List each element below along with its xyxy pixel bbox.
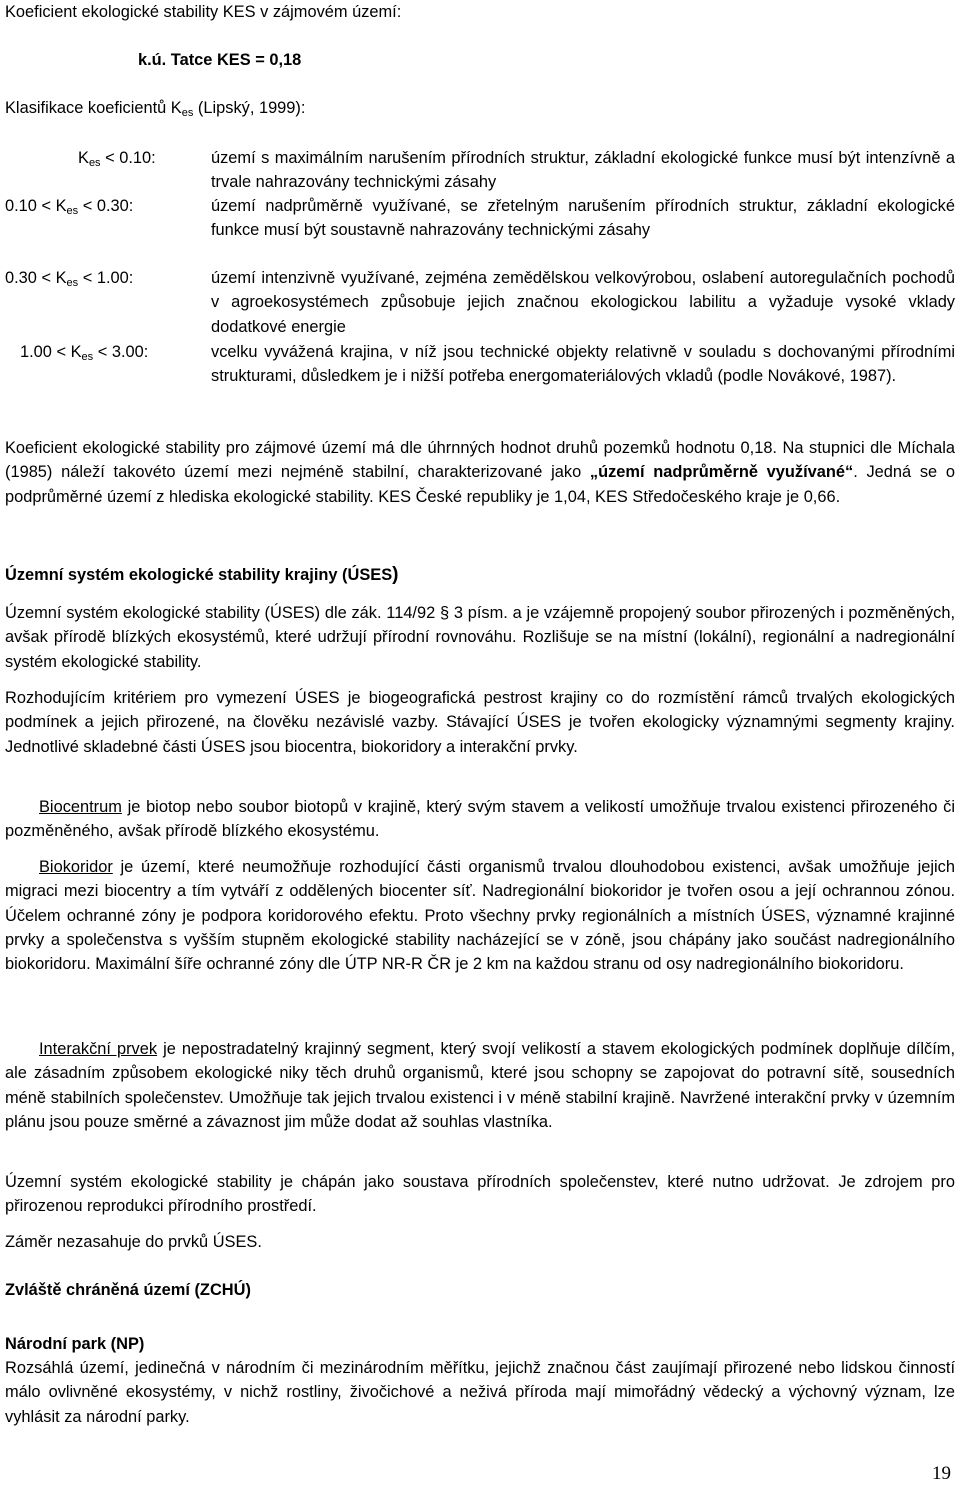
class-description: území nadprůměrně využívané, se zřetelným narušením přírodních struktur, základní ekologické funkce musí být soustavně nahrazovány technickými zásahy — [211, 197, 955, 240]
uses-paragraph: Rozhodujícím kritériem pro vymezení ÚSES je biogeografická pestrost krajiny co do rozmístění rámců trvalých ekologických podmínek a jejich přirozené, na člověku nezávislé vazby. Stávající ÚSES je tvořen ekologicky významnými segmenty krajiny. Jednotlivé skladebné části ÚSES jsou biocentra, biokoridory a interakční prvky. — [5, 689, 955, 756]
class-description: vcelku vyvážená krajina, v níž jsou technické objekty relativně v souladu s dochovanými přírodními strukturami, důsledkem je i nižší potřeba energomateriálových vkladů (podle Novákové, 1987). — [211, 343, 955, 386]
biokoridor-paragraph: Biokoridor je území, které neumožňuje rozhodující části organismů trvalou dlouhodobou existenci, avšak umožňuje jejich migraci mezi biocentry a tím vytváří z oddělených biocenter síť. Nadregionální biokoridor je tvořen osou a její ochrannou zónou. Účelem ochranné zóny je podpora koridorového efektu. Proto všechny prvky regionálních a místních ÚSES, významné krajinné prvky a společenstva s vyšším stupněm ekologické stability nacházející se v zóně, jsou chápány jako součást nadregionálního biokoridoru. Maximální šíře ochranné zóny dle ÚTP NR-R ČR je 2 km na každou stranu od osy nadregionálního biokoridoru. — [5, 858, 955, 974]
class-item — [0, 146, 960, 192]
zchu-heading: Zvláště chráněná území (ZCHÚ) — [5, 1281, 251, 1299]
uses-paragraph: Záměr nezasahuje do prvků ÚSES. — [5, 1233, 262, 1251]
interakcni-prvek-paragraph: Interakční prvek je nepostradatelný krajinný segment, který svojí velikostí a stavem ekologických podmínek doplňuje dílčím, ale zásadním způsobem ekologické niky těch druhů organismů, které jsou schopny se zapojovat do potravní sítě, sousedních méně stabilních společenstev. Umožňuje tak jejich trvalou existenci i v méně stabilní krajině. Navržené interakční prvky v územním plánu jsou pouze směrné a závaznost jim může dodat až souhlas vlastníka. — [5, 1040, 956, 1131]
np-paragraph: Rozsáhlá území, jedinečná v národním či mezinárodním měřítku, jejichž značnou část zaujímají přirozené nebo lidskou činností málo ovlivněné ekosystémy, v nichž rostliny, živočichové a neživá příroda mají mimořádný vědecký a výchovný význam, lze vyhlásit za národní parky. — [5, 1359, 955, 1426]
uses-paragraph: Územní systém ekologické stability (ÚSES) dle zák. 114/92 § 3 písm. a je vzájemně propojený soubor přirozených i pozměněných, avšak přírodě blízkých ekosystémů, které udržují přírodní rovnováhu. Rozlišuje se na místní (lokální), regionální a nadregionální systém ekologické stability. — [5, 604, 955, 671]
classification-heading: Klasifikace koeficientů $K_{es}$ (Lipský, 1999): — [5, 99, 306, 119]
kes-value: k.ú. Tatce KES = 0,18 — [138, 51, 302, 69]
class-description: území intenzivně využívané, zejména zemědělskou velkovýrobou, oslabení autoregulačních pochodů v agroekosystémech způsobuje jejich značnou ekologickou labilitu a vyžaduje vysoké vklady dodatkové energie — [211, 269, 955, 336]
kes-paragraph: Koeficient ekologické stability pro zájmové území má dle úhrnných hodnot druhů pozemků hodnotu 0,18. Na stupnici dle Míchala (1985) náleží takovéto území mezi nejméně stabilní, charakterizované jako „území nadprůměrně využívané“. Jedná se o podprůměrné území z hlediska ekologické stability. KES České republiky je 1,04, KES Středočeského kraje je 0,66. — [5, 439, 955, 506]
section-title: Koeficient ekologické stability KES v zájmovém území: — [5, 3, 402, 21]
class-item — [0, 194, 960, 240]
class-description: území s maximálním narušením přírodních struktur, základní ekologické funkce musí být intenzívně a trvale nahrazovány technickými zásahy — [211, 149, 955, 192]
np-heading: Národní park (NP) — [5, 1335, 145, 1353]
class-range: $1.00 < K_{es} < 3.00$: — [20, 343, 149, 363]
uses-paragraph: Územní systém ekologické stability je chápán jako soustava přírodních společenstev, které nutno udržovat. Je zdrojem pro přirozenou reprodukci přírodního prostředí. — [5, 1173, 955, 1216]
class-item — [0, 266, 960, 336]
uses-heading: Územní systém ekologické stability krajiny (ÚSES) — [5, 564, 399, 585]
biocentrum-paragraph: Biocentrum je biotop nebo soubor biotopů v krajině, který svým stavem a velikostí umožňuje trvalou existenci přirozeného či pozměněného, avšak přírodě blízkého ekosystému. — [5, 798, 955, 841]
class-range: $0.10 < K_{es} < 0.30$: — [5, 197, 134, 217]
page-number: 19 — [932, 1463, 951, 1484]
class-item — [0, 340, 960, 386]
class-range: $K_{es} < 0.10$: — [78, 149, 156, 169]
class-range: $0.30 < K_{es} < 1.00$: — [5, 269, 134, 289]
